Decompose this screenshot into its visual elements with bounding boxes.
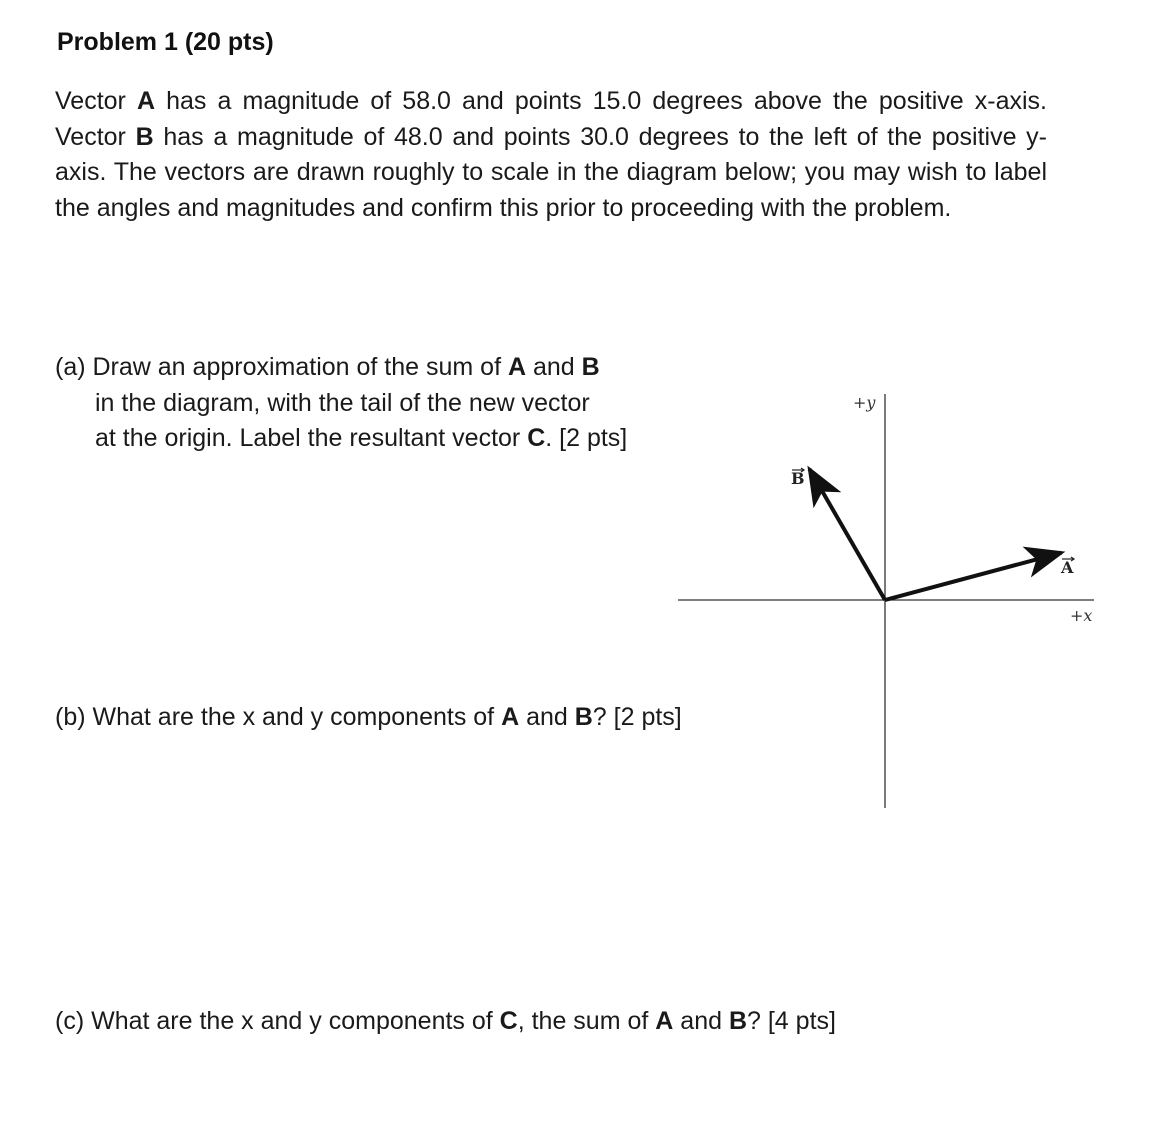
part-c-text: (c) What are the x and y components of — [55, 1007, 500, 1035]
vector-c-ref: C — [499, 1007, 518, 1035]
vector-b-ref: B — [581, 353, 600, 381]
part-c-points: ? [4 pts] — [747, 1007, 836, 1035]
part-a-line-2: in the diagram, with the tail of the new vector — [95, 388, 590, 417]
problem-title: Problem 1 (20 pts) — [57, 28, 274, 56]
part-c-and: and — [673, 1007, 729, 1035]
vector-b-label: B — [791, 469, 805, 488]
vector-a-ref: A — [507, 353, 527, 381]
vector-a-label: A — [1061, 558, 1074, 577]
vector-b-ref: B — [574, 703, 593, 731]
y-axis-label: +y — [853, 393, 876, 412]
vector-a-ref: A — [136, 87, 156, 115]
part-c-text-mid: , the sum of — [517, 1007, 656, 1035]
part-b-and: and — [519, 703, 575, 731]
intro-text-2: has a magnitude of 58.0 and points 15.0 degrees above the positive x-axis. Vector — [55, 87, 1047, 151]
vector-b-ref: B — [135, 122, 154, 151]
vector-b-arrow — [809, 469, 885, 600]
part-a-text: at the origin. Label the resultant vector — [95, 424, 528, 452]
part-a-text: (a) Draw an approximation of the sum of — [55, 353, 508, 381]
intro-text-1: Vector — [55, 87, 137, 115]
part-a-and: and — [526, 353, 582, 381]
vector-a-ref: A — [501, 703, 520, 731]
part-b-points: ? [2 pts] — [592, 703, 682, 731]
vector-c-ref: C — [527, 424, 546, 452]
vector-a-arrow — [885, 553, 1061, 600]
vector-a-ref: A — [655, 1007, 674, 1035]
part-a-points: . [2 pts] — [545, 424, 628, 452]
intro-text-3: has a magnitude of 48.0 and points 30.0 degrees to the left of the positive y-axis. The vectors are drawn roughly to scale in the diagram below; you may wish to label the angles and magnitudes and confirm this prior to proceeding with the problem. — [55, 122, 1048, 223]
vector-b-ref: B — [728, 1007, 748, 1035]
part-b-text: (b) What are the x and y components of — [55, 703, 502, 731]
x-axis-label: +x — [1070, 606, 1093, 625]
